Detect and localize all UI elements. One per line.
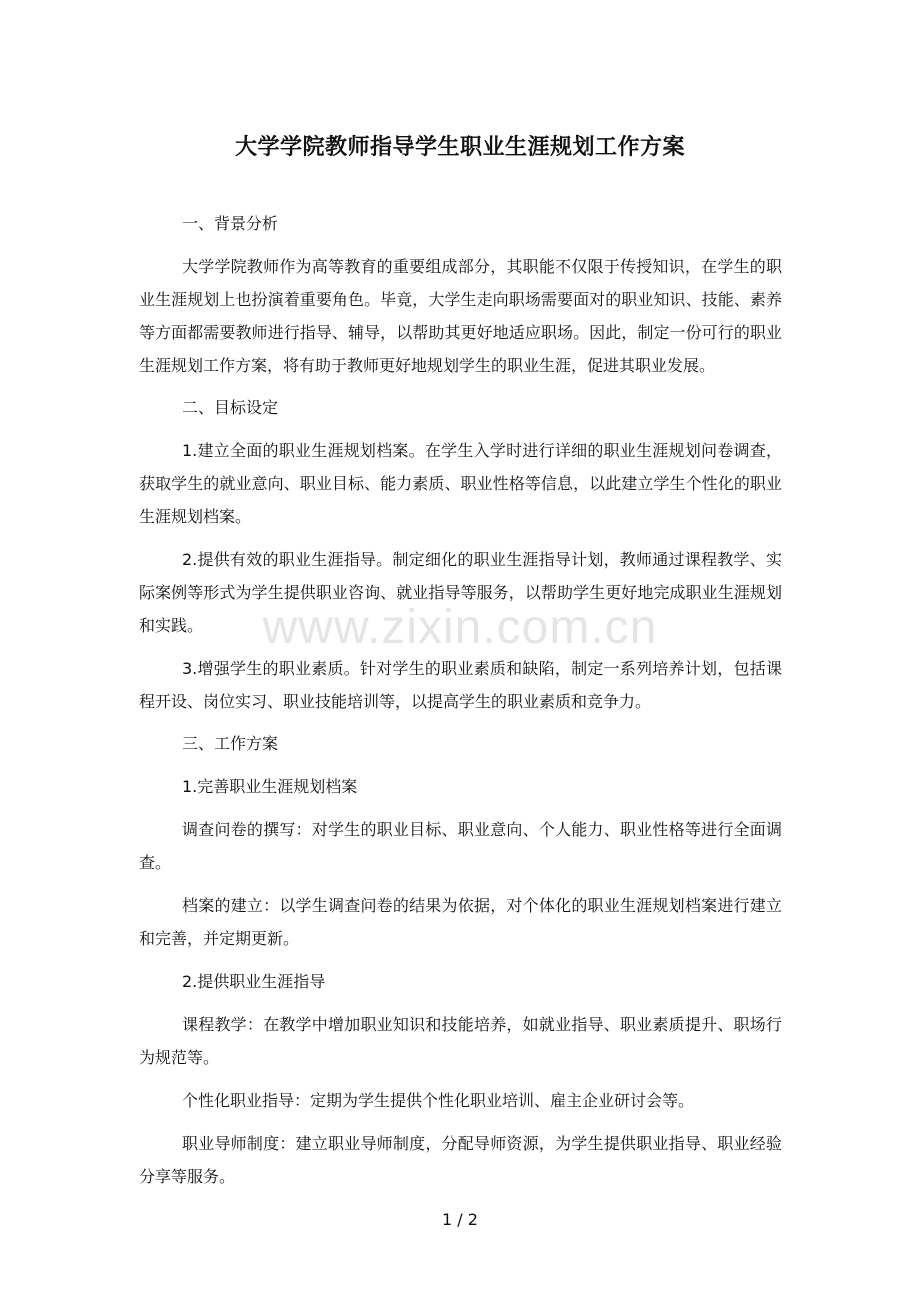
section-heading-work-plan: 三、工作方案 <box>182 734 279 753</box>
document-title: 大学学院教师指导学生职业生涯规划工作方案 <box>234 135 685 160</box>
paragraph-goal-2: 2.提供有效的职业生涯指导。制定细化的职业生涯指导计划，教师通过课程教学、实际案例等形式为学生提供职业咨询、就业指导等服务，以帮助学生更好地完成职业生涯规划和实践。 <box>139 550 782 635</box>
subheading-guidance: 2.提供职业生涯指导 <box>182 972 326 991</box>
paragraph-archive: 档案的建立：以学生调查问卷的结果为依据，对个体化的职业生涯规划档案进行建立和完善，并定期更新。 <box>139 896 782 948</box>
paragraph-survey: 调查问卷的撰写：对学生的职业目标、职业意向、个人能力、职业性格等进行全面调查。 <box>139 820 782 872</box>
paragraph-course-teaching: 课程教学：在教学中增加职业知识和技能培养，如就业指导、职业素质提升、职场行为规范等。 <box>139 1015 782 1067</box>
watermark: www.zixin.com.cn <box>262 601 658 654</box>
paragraph-goal-3: 3.增强学生的职业素质。针对学生的职业素质和缺陷，制定一系列培养计划，包括课程开设、岗位实习、职业技能培训等，以提高学生的职业素质和竞争力。 <box>139 659 782 711</box>
page-number: 1 / 2 <box>442 1210 478 1229</box>
paragraph-mentor-system: 职业导师制度：建立职业导师制度，分配导师资源，为学生提供职业指导、职业经验分享等服务。 <box>139 1134 782 1186</box>
section-heading-goals: 二、目标设定 <box>182 398 279 417</box>
paragraph-goal-1: 1.建立全面的职业生涯规划档案。在学生入学时进行详细的职业生涯规划问卷调查，获取学生的就业意向、职业目标、能力素质、职业性格等信息，以此建立学生个性化的职业生涯规划档案。 <box>139 441 782 526</box>
subheading-archive: 1.完善职业生涯规划档案 <box>182 777 358 796</box>
paragraph-personal-guidance: 个性化职业指导：定期为学生提供个性化职业培训、雇主企业研讨会等。 <box>182 1091 695 1110</box>
section-heading-background: 一、背景分析 <box>182 214 279 233</box>
paragraph-background: 大学学院教师作为高等教育的重要组成部分，其职能不仅限于传授知识，在学生的职业生涯规划上也扮演着重要角色。毕竟，大学生走向职场需要面对的职业知识、技能、素养等方面都需要教师进行指导、辅导，以帮助其更好地适应职场。因此，制定一份可行的职业生涯规划工作方案，将有助于教师更好地规划学生的职业生涯，促进其职业发展。 <box>139 257 782 375</box>
document-body <box>139 208 782 1203</box>
